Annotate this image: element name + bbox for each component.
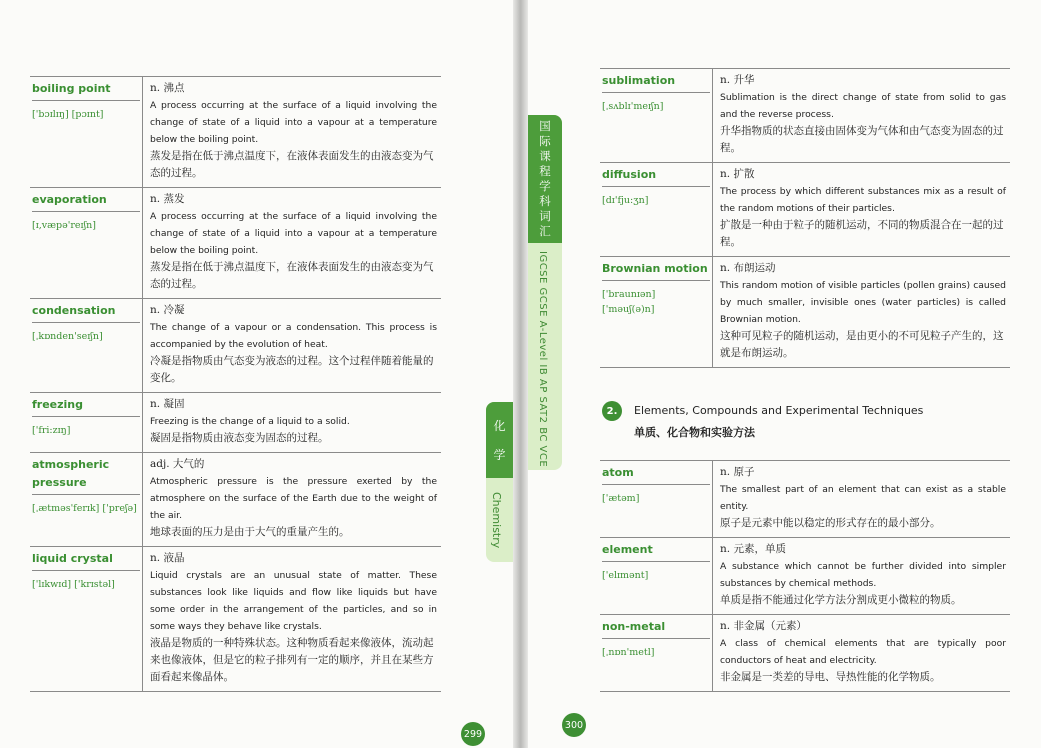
term: non-metal: [602, 618, 710, 639]
term: boiling point: [32, 80, 140, 101]
definition-cn: 非金属是一类差的导电、导热性能的化学物质。: [720, 671, 941, 683]
tab-char: 学: [539, 179, 551, 193]
section-title: Elements, Compounds and Experimental Techniques: [634, 404, 924, 417]
course-tab: [528, 115, 562, 470]
glossary-entry: [30, 187, 441, 298]
section-number: 2.: [602, 401, 622, 421]
tab-char: 化: [493, 419, 506, 433]
term: liquid crystal: [32, 550, 140, 571]
term: element: [602, 541, 710, 562]
definition-cn: 蒸发是指在低于沸点温度下，在液体表面发生的由液态变为气态的过程。: [150, 261, 434, 290]
tab-char: 程: [539, 164, 551, 178]
definition-en: The change of a vapour or a condensation. This process is accompanied by the evolution of heat.: [150, 322, 437, 350]
chemistry-tab-cn: [486, 402, 513, 478]
term: freezing: [32, 396, 140, 417]
part-of-speech: n. 冷凝: [150, 304, 185, 316]
glossary-entry: [600, 537, 1010, 614]
chemistry-tab: [486, 402, 513, 562]
tab-char: 课: [539, 149, 551, 163]
part-of-speech: n. 凝固: [150, 398, 185, 410]
definition-en: A process occurring at the surface of a liquid involving the change of state of a liquid into a vapour at a temperature below the boiling point.: [150, 211, 437, 256]
right-page: [528, 0, 1041, 748]
part-of-speech: n. 元素，单质: [720, 543, 786, 555]
part-of-speech: n. 原子: [720, 466, 755, 478]
tab-char: 际: [539, 134, 551, 148]
tab-char: 词: [539, 209, 551, 223]
definition-en: The smallest part of an element that can exist as a stable entity.: [720, 484, 1006, 512]
glossary-entry: [600, 256, 1010, 368]
page-number: 299: [461, 722, 485, 746]
definition-cn: 这种可见粒子的随机运动，是由更小的不可见粒子产生的，这就是布朗运动。: [720, 330, 1004, 359]
tab-char: 汇: [539, 224, 551, 238]
term: atom: [602, 464, 710, 485]
definition-cn: 冷凝是指物质由气态变为液态的过程。这个过程伴随着能量的变化。: [150, 355, 434, 384]
glossary-list-right-top: [600, 68, 1010, 368]
part-of-speech: adj. 大气的: [150, 458, 205, 470]
phonetic: [ˌsʌblɪ'meɪʃn]: [602, 101, 664, 112]
definition-cn: 原子是元素中能以稳定的形式存在的最小部分。: [720, 517, 941, 529]
phonetic: ['elɪmənt]: [602, 570, 649, 581]
definition-cn: 升华指物质的状态直接由固体变为气体和由气态变为固态的过程。: [720, 125, 1004, 154]
term: condensation: [32, 302, 140, 323]
definition-en: Liquid crystals are an unusual state of matter. These substances look like liquids and flow like liquids but have some order in the arrangement of the particles, and so in some ways they behave like crystals.: [150, 570, 437, 632]
definition-en: This random motion of visible particles (pollen grains) caused by much smaller, invisible ones (water particles) is called Brownian motion.: [720, 280, 1006, 325]
glossary-entry: [30, 452, 441, 546]
definition-cn: 蒸发是指在低于沸点温度下，在液体表面发生的由液态变为气态的过程。: [150, 150, 434, 179]
definition-en: A substance which cannot be further divided into simpler substances by chemical methods.: [720, 561, 1006, 589]
glossary-entry: [600, 614, 1010, 692]
page-number: 300: [562, 713, 586, 737]
phonetic: [ˌætməs'ferɪk] ['preʃə]: [32, 503, 137, 514]
part-of-speech: n. 升华: [720, 74, 755, 86]
tab-char: 学: [493, 448, 506, 462]
definition-en: Freezing is the change of a liquid to a solid.: [150, 416, 350, 427]
part-of-speech: n. 蒸发: [150, 193, 185, 205]
definition-cn: 扩散是一种由于粒子的随机运动，不同的物质混合在一起的过程。: [720, 219, 1004, 248]
definition-en: A process occurring at the surface of a liquid involving the change of state of a liquid into a vapour at a temperature below the boiling point.: [150, 100, 437, 145]
glossary-entry: [30, 392, 441, 452]
phonetic: [ɪ,væpə'reɪʃn]: [32, 220, 96, 231]
term: diffusion: [602, 166, 710, 187]
definition-cn: 凝固是指物质由液态变为固态的过程。: [150, 432, 329, 444]
tab-char: 科: [539, 194, 551, 208]
course-tab-label: IGCSE GCSE A-Level IB AP SAT2 BC VCE: [537, 251, 548, 468]
book-spine: [513, 0, 528, 748]
phonetic: ['bɔɪlɪŋ] [pɔɪnt]: [32, 109, 104, 120]
glossary-list-right-bottom: [600, 460, 1010, 692]
definition-en: Atmospheric pressure is the pressure exerted by the atmosphere on the surface of the Earth due to the weight of the air.: [150, 476, 437, 521]
glossary-entry: [30, 546, 441, 692]
term: Brownian motion: [602, 260, 710, 281]
glossary-list-left: [30, 76, 441, 692]
part-of-speech: n. 液晶: [150, 552, 185, 564]
definition-en: A class of chemical elements that are typically poor conductors of heat and electricity.: [720, 638, 1006, 666]
term: evaporation: [32, 191, 140, 212]
glossary-entry: [600, 460, 1010, 537]
phonetic: [ˌnɒn'metl]: [602, 647, 655, 658]
tab-char: 国: [539, 119, 551, 133]
definition-en: The process by which different substances mix as a result of the random motions of their particles.: [720, 186, 1006, 214]
phonetic: ['fri:zɪŋ]: [32, 425, 71, 436]
part-of-speech: n. 布朗运动: [720, 262, 776, 274]
section-subtitle: 单质、化合物和实验方法: [634, 426, 755, 439]
chemistry-tab-label: Chemistry: [490, 492, 503, 549]
definition-cn: 地球表面的压力是由于大气的重量产生的。: [150, 526, 350, 538]
glossary-entry: [30, 76, 441, 187]
phonetic: ['ætəm]: [602, 493, 640, 504]
glossary-entry: [30, 298, 441, 392]
definition-cn: 单质是指不能通过化学方法分割成更小微粒的物质。: [720, 594, 962, 606]
part-of-speech: n. 非金属（元素）: [720, 620, 807, 632]
phonetic: ['lɪkwɪd] ['krɪstəl]: [32, 579, 115, 590]
part-of-speech: n. 沸点: [150, 82, 185, 94]
term: sublimation: [602, 72, 710, 93]
definition-en: Sublimation is the direct change of state from solid to gas and the reverse process.: [720, 92, 1006, 120]
glossary-entry: [600, 162, 1010, 256]
left-page: [0, 0, 513, 748]
phonetic: [ˌkɒnden'seɪʃn]: [32, 331, 103, 342]
definition-cn: 液晶是物质的一种特殊状态。这种物质看起来像液体，流动起来也像液体，但是它的粒子排列有一定的顺序，并且在某些方面看起来像晶体。: [150, 637, 434, 683]
glossary-entry: [600, 68, 1010, 162]
phonetic: ['braunɪən] ['məuʃ(ə)n]: [602, 289, 656, 315]
part-of-speech: n. 扩散: [720, 168, 755, 180]
term: atmospheric pressure: [32, 456, 140, 495]
phonetic: [dɪ'fju:ʒn]: [602, 195, 649, 206]
course-tab-cn: [528, 115, 562, 243]
